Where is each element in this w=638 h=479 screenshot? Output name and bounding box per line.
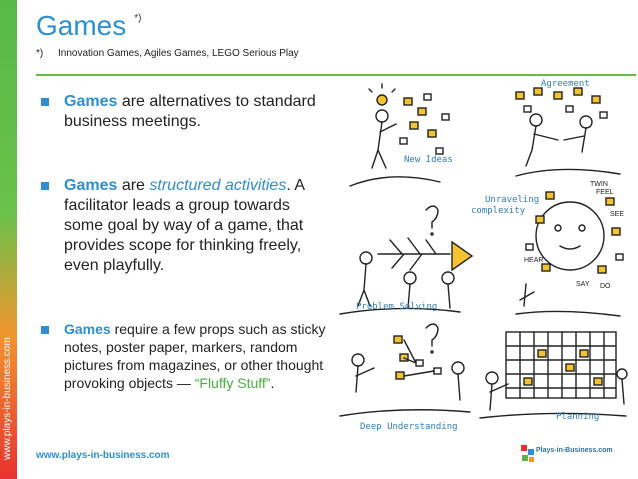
planning-sketch <box>480 332 627 418</box>
caption-complexity: complexity <box>471 206 526 216</box>
caption-deep-understanding: Deep Understanding <box>360 422 458 432</box>
bullet-text: are alternatives to standard business meetings. <box>64 93 316 130</box>
bullet-text: require a few props such as sticky notes, poster paper, markers, random pictures from magazines, or other thought provoking objects — <box>64 321 326 391</box>
games-sketches <box>330 78 630 438</box>
plays-in-business-logo <box>520 443 620 467</box>
bullet-item <box>38 320 328 392</box>
caption-agreement: Agreement <box>541 79 590 89</box>
sketch-word-see: SEE <box>610 211 625 218</box>
page-subtitle <box>36 48 299 59</box>
bullet-highlight: Games <box>64 177 118 194</box>
subtitle-text: Innovation Games, Agiles Games, LEGO Serious Play <box>58 48 299 59</box>
caption-problem-solving: Problem Solving <box>356 302 438 312</box>
footer-url[interactable]: www.plays-in-business.com <box>36 450 170 461</box>
sketch-word-feel: FEEL <box>596 189 614 196</box>
bullet-square-icon <box>41 326 49 334</box>
title-text: Games <box>36 10 127 41</box>
cube-logo-icon <box>520 443 536 465</box>
subtitle-marker: *) <box>36 48 44 59</box>
title-divider <box>36 74 636 76</box>
agreement-sketch <box>516 88 620 176</box>
logo-text: Plays-in-Business.com <box>536 447 613 454</box>
new-ideas-sketch <box>350 84 449 186</box>
sketch-word-hear: HEAR <box>524 257 544 264</box>
title-footnote-marker: *) <box>134 13 142 24</box>
caption-new-ideas: New Ideas <box>404 155 453 165</box>
bullet-highlight: Games <box>64 93 118 110</box>
deep-understanding-sketch <box>340 324 470 416</box>
sketch-word-do: DO <box>600 283 611 290</box>
bullet-item <box>38 176 328 276</box>
sketch-word-say: SAY <box>576 281 590 288</box>
bullet-square-icon <box>41 182 49 190</box>
bullet-text: are <box>117 177 150 194</box>
sketch-word-twin: TWIN <box>590 181 608 188</box>
page-title <box>36 2 141 43</box>
caption-planning: Planning <box>556 412 600 422</box>
bullet-text: . A facilitator leads a group towards some goal by way of a game, that provides scope for thinking freely, even playfully. <box>64 177 305 274</box>
bullet-text: . <box>270 375 275 391</box>
sidebar-url <box>0 0 17 479</box>
sidebar-url-text: www.plays-in-business.com <box>2 337 13 460</box>
bullet-highlight: Games <box>64 321 111 337</box>
bullet-fluffy-stuff: “Fluffy Stuff” <box>194 375 271 391</box>
bullet-square-icon <box>41 98 49 106</box>
bullet-item <box>38 92 328 132</box>
bullet-emphasis: structured activities <box>149 177 287 194</box>
problem-solving-sketch <box>340 206 472 314</box>
caption-unraveling: Unraveling <box>485 195 540 205</box>
